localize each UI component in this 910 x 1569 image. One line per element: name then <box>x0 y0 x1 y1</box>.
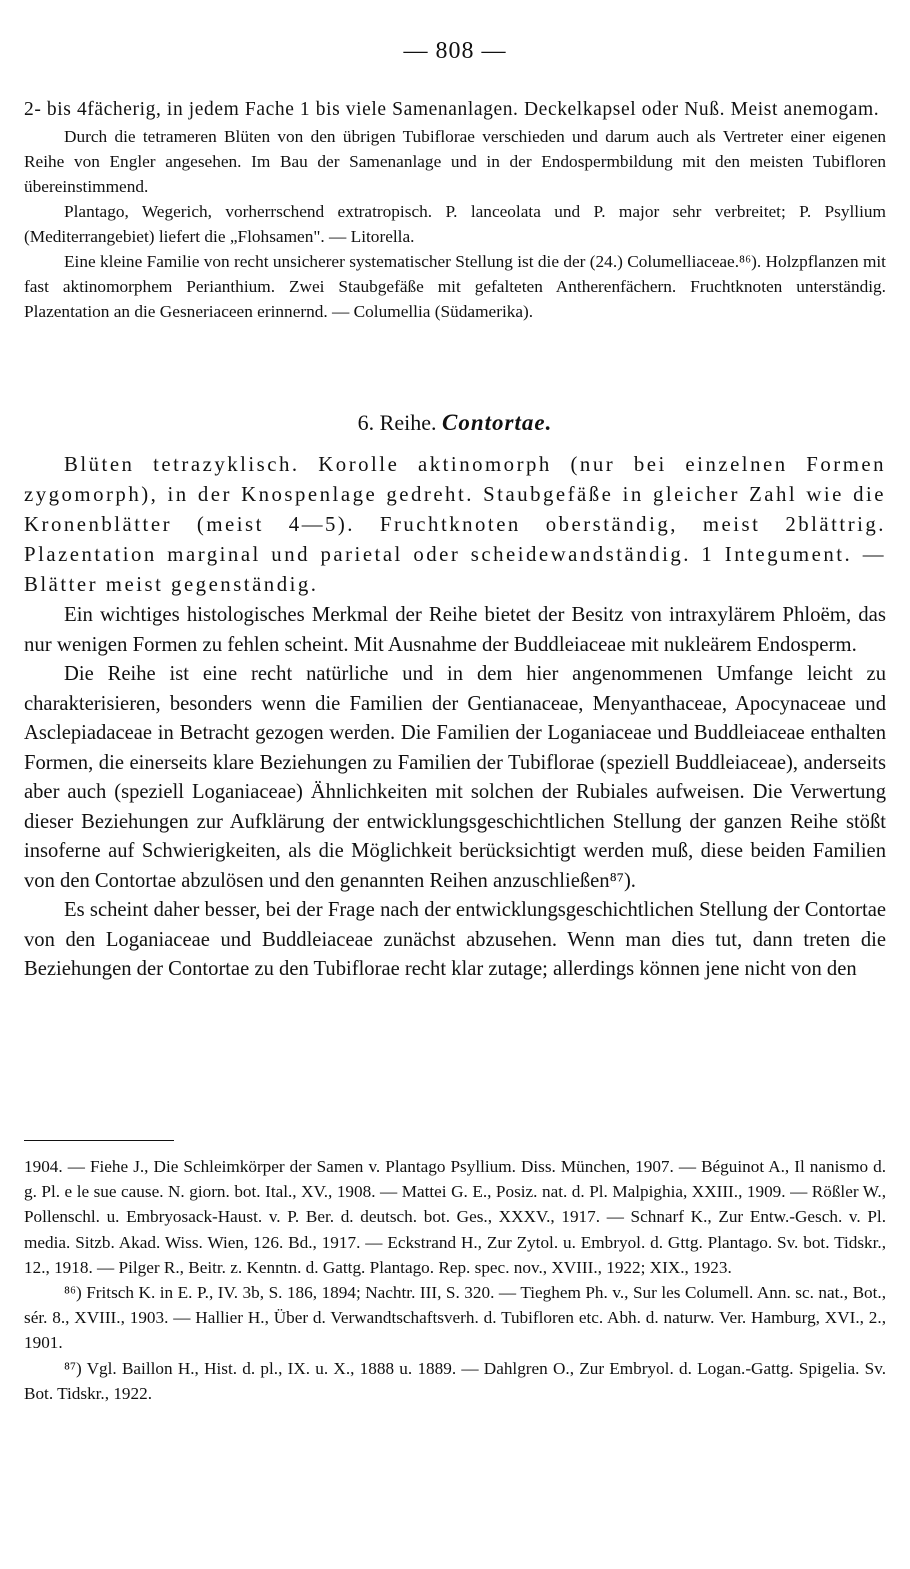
intro-line: 2- bis 4fächerig, in jedem Fache 1 bis viele Samenanlagen. Deckelkapsel oder Nuß. Meist anemogam. <box>24 99 880 120</box>
footnote-86: ⁸⁶) Fritsch K. in E. P., IV. 3b, S. 186, 1894; Nachtr. III, S. 320. — Tieghem Ph. v., Sur les Columell. Ann. sc. nat., Bot., sér. 8., XVIII., 1903. — Hallier H., Über d. Verwandtschaftsverh. d. Tubifloren etc. Abh. d. naturw. Ver. Hamburg, XVI., 2., 1901. <box>24 1283 886 1353</box>
heading-title: Contortae. <box>442 410 553 435</box>
footnote-separator <box>24 1140 174 1141</box>
page-number: — 808 — <box>403 38 507 64</box>
top-section <box>24 96 886 324</box>
contortae-section <box>24 450 886 985</box>
footnotes <box>24 1154 886 1406</box>
heading-prefix: 6. Reihe. <box>357 410 437 435</box>
footnote-87: ⁸⁷) Vgl. Baillon H., Hist. d. pl., IX. u. X., 1888 u. 1889. — Dahlgren O., Zur Embryol. d. Logan.-Gattg. Spigelia. Sv. Bot. Tidskr., 1922. <box>24 1358 886 1403</box>
section-heading <box>0 410 910 436</box>
paragraph-histology: Ein wichtiges histologisches Merkmal der Reihe bietet der Besitz von intraxylärem Phloëm, das nur wenigen Formen zu fehlen scheint. Mit Ausnahme der Buddleiaceae mit nukleärem Endosperm. <box>24 603 886 656</box>
paragraph-phylogeny: Es scheint daher besser, bei der Frage nach der entwicklungsgeschichtlichen Stellung der Contortae von den Loganiaceae und Buddleiaceae zunächst abzusehen. Wenn man dies tut, dann treten die Beziehungen der Contortae zu den Tubiflorae recht klar zutage; allerdings können jene nicht von den <box>24 899 886 980</box>
paragraph-family-relations: Die Reihe ist eine recht natürliche und in dem hier angenommenen Umfange leicht zu charakterisieren, besonders wenn die Familien der Gentianaceae, Menyanthaceae, Apocynaceae und Asclepiadaceae in Betracht gezogen werden. Die Familien der Loganiaceae und Buddleiaceae enthalten Formen, die einerseits klare Beziehungen zu Familien der Tubiflorae (speziell Buddleiaceae), anderseits aber auch (speziell Loganiaceae) Ähnlichkeiten mit solchen der Rubiales aufweisen. Die Verwertung dieser Beziehungen zur Aufklärung der entwicklungsgeschichtlichen Stellung der ganzen Reihe stößt insoferne auf Schwierigkeiten, als die Möglichkeit berücksichtigt werden muß, diese beiden Familien von den Contortae abzulösen und den genannten Reihen anzuschließen⁸⁷). <box>24 663 886 892</box>
paragraph-characteristics: Blüten tetrazyklisch. Korolle aktinomorph (nur bei einzelnen Formen zygomorph), in der Knospenlage gedreht. Staubgefäße in gleicher Zahl wie die Kronenblätter (meist 4—5). Fruchtknoten oberständig, meist 2blättrig. Plazentation marginal und parietal oder scheidewandständig. 1 Integument. — Blätter meist gegenständig. <box>24 453 886 596</box>
paragraph-tetramer: Durch die tetrameren Blüten von den übrigen Tubiflorae verschieden und darum auch als Vertreter einer eigenen Reihe von Engler angesehen. Im Bau der Samenanlage und in der Endospermbildung mit den meisten Tubifloren übereinstimmend. <box>24 127 886 196</box>
footnote-continuation: 1904. — Fiehe J., Die Schleimkörper der Samen v. Plantago Psyllium. Diss. München, 1907. — Béguinot A., Il nanismo d. g. Pl. e le sue cause. N. giorn. bot. Ital., XV., 1908. — Mattei G. E., Posiz. nat. d. Pl. Malpighia, XXIII., 1909. — Rößler W., Pollenschl. u. Embryosack-Haust. v. P. Ber. d. deutsch. bot. Ges., XXXV., 1917. — Schnarf K., Zur Entw.-Gesch. v. Pl. media. Sitzb. Akad. Wiss. Wien, 126. Bd., 1917. — Eckstrand H., Zur Zytol. u. Embryol. d. Gttg. Plantago. Sv. bot. Tidskr., 12., 1918. — Pilger R., Beitr. z. Kenntn. d. Gattg. Plantago. Rep. spec. nov., XVIII., 1922; XIX., 1923. <box>24 1157 886 1277</box>
paragraph-plantago: Plantago, Wegerich, vorherrschend extratropisch. P. lanceolata und P. major sehr verbreitet; P. Psyllium (Mediterrangebiet) liefert die „Flohsamen". — Litorella. <box>24 202 886 246</box>
paragraph-columelliaceae: Eine kleine Familie von recht unsicherer systematischer Stellung ist die der (24.) Columelliaceae.⁸⁶). Holzpflanzen mit fast aktinomorphem Perianthium. Zwei Staubgefäße mit gefalteten Antherenfächern. Fruchtknoten unterständig. Plazentation an die Gesneriaceen erinnernd. — Columellia (Südamerika). <box>24 252 886 321</box>
